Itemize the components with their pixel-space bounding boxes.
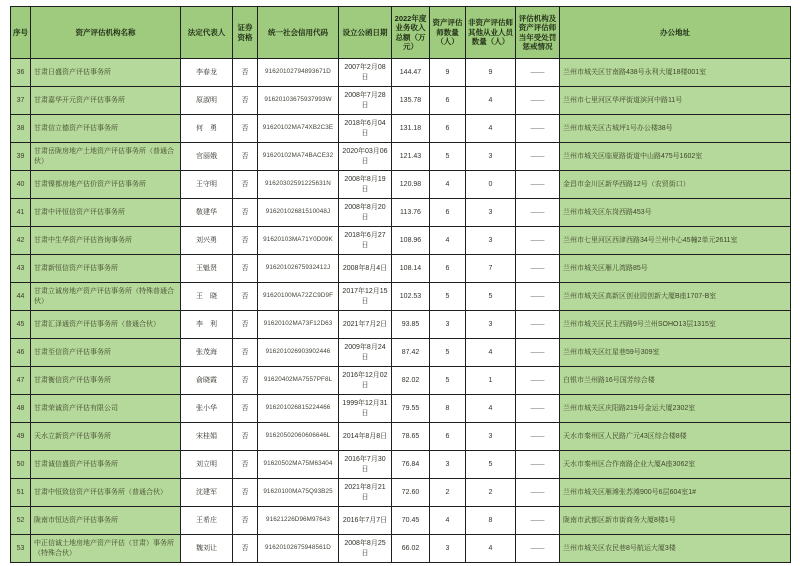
cell-establishment-date: 2018年6月27日 (339, 227, 392, 255)
cell-institution-name: 甘肃中恒致信资产评估事务所（普通合伙） (31, 479, 181, 507)
cell-punishment-status: —— (516, 479, 560, 507)
cell-index: 50 (11, 451, 31, 479)
cell-punishment-status: —— (516, 87, 560, 115)
cell-appraiser-count: 5 (430, 339, 466, 367)
cell-establishment-date: 2018年6月04日 (339, 115, 392, 143)
cell-credit-code: 91620302591225631N (258, 171, 339, 199)
col-legal-representative: 法定代表人 (181, 7, 233, 59)
cell-establishment-date: 2008年7月28日 (339, 87, 392, 115)
cell-credit-code: 916201026903902446 (258, 339, 339, 367)
cell-legal-representative: 张茂海 (181, 339, 233, 367)
cell-2022-revenue: 144.47 (392, 59, 430, 87)
cell-institution-name: 甘肃至信资产评估事务所 (31, 339, 181, 367)
cell-securities-qualification: 否 (233, 143, 258, 171)
cell-legal-representative: 王希庄 (181, 507, 233, 535)
cell-securities-qualification: 否 (233, 255, 258, 283)
cell-institution-name: 甘肃嘉华开元资产评估事务所 (31, 87, 181, 115)
cell-2022-revenue: 121.43 (392, 143, 430, 171)
cell-appraiser-count: 3 (430, 535, 466, 563)
cell-institution-name: 甘肃日盛资产评估事务所 (31, 59, 181, 87)
cell-credit-code: 91620502060606646L (258, 423, 339, 451)
cell-2022-revenue: 87.42 (392, 339, 430, 367)
cell-index: 40 (11, 171, 31, 199)
cell-credit-code: 91620103675937993W (258, 87, 339, 115)
cell-punishment-status: —— (516, 227, 560, 255)
cell-establishment-date: 2008年8月4日 (339, 255, 392, 283)
cell-other-staff-count: 9 (466, 59, 516, 87)
cell-punishment-status: —— (516, 451, 560, 479)
cell-office-address: 天水市秦州区人民路广元43区综合楼8楼 (560, 423, 791, 451)
cell-legal-representative: 魏刘让 (181, 535, 233, 563)
cell-establishment-date: 2016年7月7日 (339, 507, 392, 535)
cell-appraiser-count: 3 (430, 451, 466, 479)
cell-other-staff-count: 8 (466, 507, 516, 535)
cell-establishment-date: 2016年7月30日 (339, 451, 392, 479)
cell-establishment-date: 2016年12月02日 (339, 367, 392, 395)
cell-appraiser-count: 6 (430, 87, 466, 115)
cell-securities-qualification: 否 (233, 115, 258, 143)
cell-credit-code: 91620502MA75M63404 (258, 451, 339, 479)
cell-2022-revenue: 102.53 (392, 283, 430, 311)
cell-2022-revenue: 70.45 (392, 507, 430, 535)
cell-credit-code: 91621226D96M97643 (258, 507, 339, 535)
cell-legal-representative: 沈建军 (181, 479, 233, 507)
cell-appraiser-count: 6 (430, 115, 466, 143)
cell-appraiser-count: 9 (430, 59, 466, 87)
cell-credit-code: 91620102MA74XB2C3E (258, 115, 339, 143)
cell-other-staff-count: 5 (466, 283, 516, 311)
col-securities-qualification: 证券资格 (233, 7, 258, 59)
cell-office-address: 兰州市城关区红星巷59号309室 (560, 339, 791, 367)
col-credit-code: 统一社会信用代码 (258, 7, 339, 59)
cell-credit-code: 91620102MA73F12D63 (258, 311, 339, 339)
cell-securities-qualification: 否 (233, 339, 258, 367)
cell-other-staff-count: 4 (466, 395, 516, 423)
cell-legal-representative: 敬建华 (181, 199, 233, 227)
cell-legal-representative: 张小华 (181, 395, 233, 423)
cell-legal-representative: 王魁贤 (181, 255, 233, 283)
cell-establishment-date: 2017年12月15日 (339, 283, 392, 311)
cell-index: 37 (11, 87, 31, 115)
table-row (11, 339, 791, 367)
table-row (11, 227, 791, 255)
cell-institution-name: 甘肃岳陇房地产土地资产评估事务所（普通合伙） (31, 143, 181, 171)
cell-credit-code: 91620102794893671D (258, 59, 339, 87)
table-row (11, 507, 791, 535)
cell-appraiser-count: 8 (430, 395, 466, 423)
cell-punishment-status: —— (516, 115, 560, 143)
col-appraiser-count: 资产评估师数量（人） (430, 7, 466, 59)
cell-office-address: 兰州市七里河区西津西路34号兰州中心45幢2单元2611室 (560, 227, 791, 255)
cell-other-staff-count: 4 (466, 339, 516, 367)
table-row (11, 311, 791, 339)
cell-legal-representative: 俞晓霞 (181, 367, 233, 395)
table-row (11, 199, 791, 227)
cell-credit-code: 91620100MA75Q93B25 (258, 479, 339, 507)
table-row (11, 395, 791, 423)
cell-index: 44 (11, 283, 31, 311)
cell-institution-name: 陇南市恒达资产评估事务所 (31, 507, 181, 535)
cell-office-address: 兰州市城关区东岗西路453号 (560, 199, 791, 227)
cell-appraiser-count: 6 (430, 255, 466, 283)
cell-index: 42 (11, 227, 31, 255)
table-row (11, 535, 791, 563)
cell-other-staff-count: 3 (466, 199, 516, 227)
assessment-institutions-table (10, 6, 791, 563)
cell-punishment-status: —— (516, 255, 560, 283)
cell-credit-code: 91620402MA7557PF8L (258, 367, 339, 395)
header-row (11, 7, 791, 59)
cell-legal-representative: 何 勇 (181, 115, 233, 143)
cell-other-staff-count: 3 (466, 423, 516, 451)
cell-institution-name: 甘肃中评恒信资产评估事务所 (31, 199, 181, 227)
cell-legal-representative: 李 利 (181, 311, 233, 339)
cell-institution-name: 甘肃新恒信资产评估事务所 (31, 255, 181, 283)
cell-securities-qualification: 否 (233, 59, 258, 87)
cell-index: 53 (11, 535, 31, 563)
cell-2022-revenue: 108.14 (392, 255, 430, 283)
cell-2022-revenue: 113.76 (392, 199, 430, 227)
cell-2022-revenue: 78.65 (392, 423, 430, 451)
cell-other-staff-count: 2 (466, 479, 516, 507)
cell-institution-name: 甘肃荣诚资产评估有限公司 (31, 395, 181, 423)
cell-office-address: 兰州市城关区农民巷8号航运大厦3楼 (560, 535, 791, 563)
cell-credit-code: 916201026815224466 (258, 395, 339, 423)
cell-securities-qualification: 否 (233, 535, 258, 563)
table-row (11, 283, 791, 311)
table-row (11, 59, 791, 87)
cell-establishment-date: 2009年8月24日 (339, 339, 392, 367)
cell-other-staff-count: 3 (466, 143, 516, 171)
col-other-staff-count: 非资产评估师其他从业人员数量（人） (466, 7, 516, 59)
table-row (11, 451, 791, 479)
cell-punishment-status: —— (516, 171, 560, 199)
table-row (11, 255, 791, 283)
cell-establishment-date: 2008年8月19日 (339, 171, 392, 199)
cell-index: 48 (11, 395, 31, 423)
cell-index: 43 (11, 255, 31, 283)
cell-other-staff-count: 4 (466, 115, 516, 143)
cell-other-staff-count: 4 (466, 535, 516, 563)
cell-establishment-date: 2021年7月2日 (339, 311, 392, 339)
col-institution-name: 资产评估机构名称 (31, 7, 181, 59)
cell-punishment-status: —— (516, 339, 560, 367)
cell-index: 41 (11, 199, 31, 227)
cell-office-address: 兰州市城关区雁滩张苏滩900号6层604室1# (560, 479, 791, 507)
cell-index: 39 (11, 143, 31, 171)
cell-appraiser-count: 6 (430, 423, 466, 451)
cell-punishment-status: —— (516, 367, 560, 395)
table-row (11, 115, 791, 143)
cell-punishment-status: —— (516, 507, 560, 535)
cell-punishment-status: —— (516, 311, 560, 339)
cell-other-staff-count: 3 (466, 227, 516, 255)
cell-securities-qualification: 否 (233, 367, 258, 395)
table-row (11, 171, 791, 199)
table-row (11, 143, 791, 171)
cell-legal-representative: 刘立明 (181, 451, 233, 479)
cell-index: 38 (11, 115, 31, 143)
cell-appraiser-count: 5 (430, 367, 466, 395)
cell-index: 46 (11, 339, 31, 367)
cell-appraiser-count: 6 (430, 199, 466, 227)
cell-securities-qualification: 否 (233, 311, 258, 339)
col-establishment-date: 设立公函日期 (339, 7, 392, 59)
cell-appraiser-count: 5 (430, 143, 466, 171)
cell-establishment-date: 2007年2月08日 (339, 59, 392, 87)
cell-appraiser-count: 4 (430, 507, 466, 535)
cell-2022-revenue: 82.02 (392, 367, 430, 395)
cell-securities-qualification: 否 (233, 87, 258, 115)
cell-office-address: 兰州市城关区临夏路街道中山路475号1602室 (560, 143, 791, 171)
cell-office-address: 金昌市金川区新华西路12号（农贸街口） (560, 171, 791, 199)
cell-securities-qualification: 否 (233, 451, 258, 479)
cell-index: 45 (11, 311, 31, 339)
cell-establishment-date: 2008年8月20日 (339, 199, 392, 227)
cell-securities-qualification: 否 (233, 479, 258, 507)
cell-2022-revenue: 76.84 (392, 451, 430, 479)
cell-other-staff-count: 7 (466, 255, 516, 283)
col-index: 序号 (11, 7, 31, 59)
cell-other-staff-count: 4 (466, 87, 516, 115)
cell-punishment-status: —— (516, 59, 560, 87)
col-punishment-status: 评估机构及资产评估师当年受处罚惩戒情况 (516, 7, 560, 59)
cell-2022-revenue: 79.55 (392, 395, 430, 423)
cell-appraiser-count: 5 (430, 283, 466, 311)
cell-office-address: 陇南市武都区新市街商务大厦8楼1号 (560, 507, 791, 535)
cell-appraiser-count: 4 (430, 171, 466, 199)
table-header (11, 7, 791, 59)
cell-establishment-date: 2008年8月25日 (339, 535, 392, 563)
cell-institution-name: 甘肃镍都房地产估价资产评估事务所 (31, 171, 181, 199)
cell-appraiser-count: 2 (430, 479, 466, 507)
cell-credit-code: 91620102675932412J (258, 255, 339, 283)
cell-securities-qualification: 否 (233, 227, 258, 255)
cell-office-address: 兰州市城关区庆阳路219号金运大厦2302室 (560, 395, 791, 423)
cell-institution-name: 甘肃立诚房地产资产评估事务所（特殊普通合伙） (31, 283, 181, 311)
cell-office-address: 兰州市城关区雁儿湾路85号 (560, 255, 791, 283)
cell-index: 51 (11, 479, 31, 507)
cell-legal-representative: 李春龙 (181, 59, 233, 87)
cell-securities-qualification: 否 (233, 395, 258, 423)
cell-punishment-status: —— (516, 395, 560, 423)
cell-office-address: 兰州市城关区古城坪1号办公楼38号 (560, 115, 791, 143)
cell-legal-representative: 宋桂娟 (181, 423, 233, 451)
cell-institution-name: 中正信诚土地房地产资产评估（甘肃）事务所（特殊合伙） (31, 535, 181, 563)
table-body (11, 59, 791, 563)
cell-legal-representative: 官丽娥 (181, 143, 233, 171)
cell-punishment-status: —— (516, 535, 560, 563)
cell-punishment-status: —— (516, 423, 560, 451)
cell-credit-code: 91620102MA74BACE32 (258, 143, 339, 171)
cell-office-address: 白银市兰州路16号国芳综合楼 (560, 367, 791, 395)
cell-institution-name: 甘肃信立德资产评估事务所 (31, 115, 181, 143)
cell-office-address: 兰州市城关区高新区创业园创新大厦B座1707-B室 (560, 283, 791, 311)
cell-2022-revenue: 93.85 (392, 311, 430, 339)
cell-office-address: 兰州市城关区民主西路9号兰州SOHO13层1315室 (560, 311, 791, 339)
cell-securities-qualification: 否 (233, 199, 258, 227)
cell-appraiser-count: 4 (430, 227, 466, 255)
cell-establishment-date: 2020年03月06日 (339, 143, 392, 171)
cell-legal-representative: 原淑明 (181, 87, 233, 115)
cell-index: 52 (11, 507, 31, 535)
cell-office-address: 天水市秦州区合作南路企业大厦A座3062室 (560, 451, 791, 479)
table-row (11, 367, 791, 395)
cell-securities-qualification: 否 (233, 283, 258, 311)
cell-punishment-status: —— (516, 199, 560, 227)
cell-other-staff-count: 0 (466, 171, 516, 199)
cell-institution-name: 甘肃汇泽通资产评估事务所（普通合伙） (31, 311, 181, 339)
cell-legal-representative: 刘兴勇 (181, 227, 233, 255)
table-row (11, 479, 791, 507)
cell-other-staff-count: 5 (466, 451, 516, 479)
cell-legal-representative: 王守明 (181, 171, 233, 199)
cell-establishment-date: 1999年12月31日 (339, 395, 392, 423)
cell-appraiser-count: 3 (430, 311, 466, 339)
col-office-address: 办公地址 (560, 7, 791, 59)
cell-2022-revenue: 131.18 (392, 115, 430, 143)
table-row (11, 423, 791, 451)
cell-institution-name: 甘肃衡信资产评估事务所 (31, 367, 181, 395)
cell-credit-code: 91620102681510048J (258, 199, 339, 227)
cell-2022-revenue: 135.78 (392, 87, 430, 115)
cell-institution-name: 甘肃中生华资产评估咨询事务所 (31, 227, 181, 255)
cell-2022-revenue: 120.98 (392, 171, 430, 199)
cell-securities-qualification: 否 (233, 423, 258, 451)
cell-credit-code: 91620102675948561D (258, 535, 339, 563)
cell-institution-name: 甘肃诚信盛资产评估事务所 (31, 451, 181, 479)
cell-establishment-date: 2021年8月21日 (339, 479, 392, 507)
cell-index: 49 (11, 423, 31, 451)
cell-index: 36 (11, 59, 31, 87)
cell-office-address: 兰州市七里河区华坪街道滨河中路11号 (560, 87, 791, 115)
cell-securities-qualification: 否 (233, 507, 258, 535)
cell-punishment-status: —— (516, 283, 560, 311)
col-2022-revenue: 2022年度业务收入总额（万元） (392, 7, 430, 59)
cell-2022-revenue: 108.96 (392, 227, 430, 255)
cell-credit-code: 91620103MA71Y0D09K (258, 227, 339, 255)
cell-punishment-status: —— (516, 143, 560, 171)
cell-2022-revenue: 72.60 (392, 479, 430, 507)
cell-index: 47 (11, 367, 31, 395)
cell-credit-code: 91620100MA72ZC9D9F (258, 283, 339, 311)
cell-securities-qualification: 否 (233, 171, 258, 199)
cell-2022-revenue: 66.02 (392, 535, 430, 563)
cell-establishment-date: 2014年8月8日 (339, 423, 392, 451)
cell-office-address: 兰州市城关区甘南路438号永利大厦18楼001室 (560, 59, 791, 87)
document-page (10, 6, 790, 563)
cell-other-staff-count: 1 (466, 367, 516, 395)
cell-legal-representative: 王 晓 (181, 283, 233, 311)
cell-other-staff-count: 3 (466, 311, 516, 339)
table-row (11, 87, 791, 115)
cell-institution-name: 天水立新资产评估事务所 (31, 423, 181, 451)
